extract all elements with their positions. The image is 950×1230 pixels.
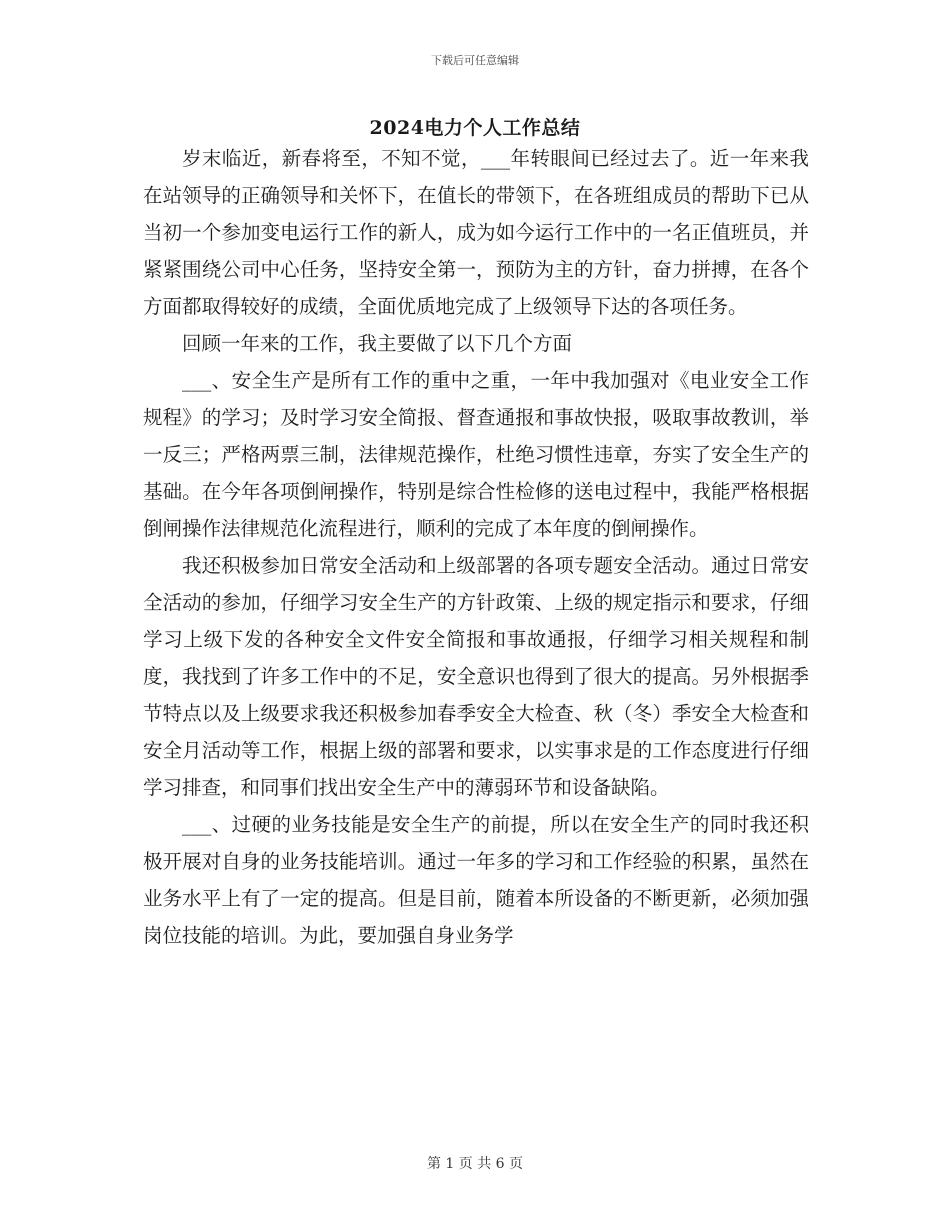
page-number: 第 1 页 共 6 页: [426, 1156, 524, 1172]
paragraph-intro: 岁末临近，新春将至，不知不觉，___年转眼间已经过去了。近一年来我在站领导的正确领导和关怀下，在值长的带领下，在各班组成员的帮助下已从当初一个参加变电运行工作的新人，成为如今运行工作中的一名正值班员，并紧紧围绕公司中心任务，坚持安全第一，预防为主的方针，奋力拼搏，在各个方面都取得较好的成绩，全面优质地完成了上级领导下达的各项任务。: [143, 147, 809, 318]
paragraph-review: 回顾一年来的工作，我主要做了以下几个方面: [182, 332, 573, 355]
paragraph-safety-activities: 我还积极参加日常安全活动和上级部署的各项专题安全活动。通过日常安全活动的参加，仔细学习安全生产的方针政策、上级的规定指示和要求，仔细学习上级下发的各种安全文件安全简报和事故通报，仔细学习相关规程和制度，我找到了许多工作中的不足，安全意识也得到了很大的提高。另外根据季节特点以及上级要求我还积极参加春季安全大检查、秋（冬）季安全大检查和安全月活动等工作，根据上级的部署和要求，以实事求是的工作态度进行仔细学习排查，和同事们找出安全生产中的薄弱环节和设备缺陷。: [143, 554, 809, 799]
document-title: 2024电力个人工作总结: [369, 117, 581, 139]
paragraph-safety-production: ___、安全生产是所有工作的重中之重，一年中我加强对《电业安全工作规程》的学习；及时学习安全简报、督查通报和事故快报，吸取事故教训，举一反三；严格两票三制，法律规范操作，杜绝习惯性违章，夯实了安全生产的基础。在今年各项倒闸操作，特别是综合性检修的送电过程中，我能严格根据倒闸操作法律规范化流程进行，顺利的完成了本年度的倒闸操作。: [143, 369, 809, 540]
header-note: 下载后可任意编辑: [431, 54, 519, 67]
document-body: [143, 140, 809, 954]
paragraph-skills-training: ___、过硬的业务技能是安全生产的前提，所以在安全生产的同时我还积极开展对自身的业务技能培训。通过一年多的学习和工作经验的积累，虽然在业务水平上有了一定的提高。但是目前，随着本所设备的不断更新，必须加强岗位技能的培训。为此，要加强自身业务学: [143, 813, 809, 947]
